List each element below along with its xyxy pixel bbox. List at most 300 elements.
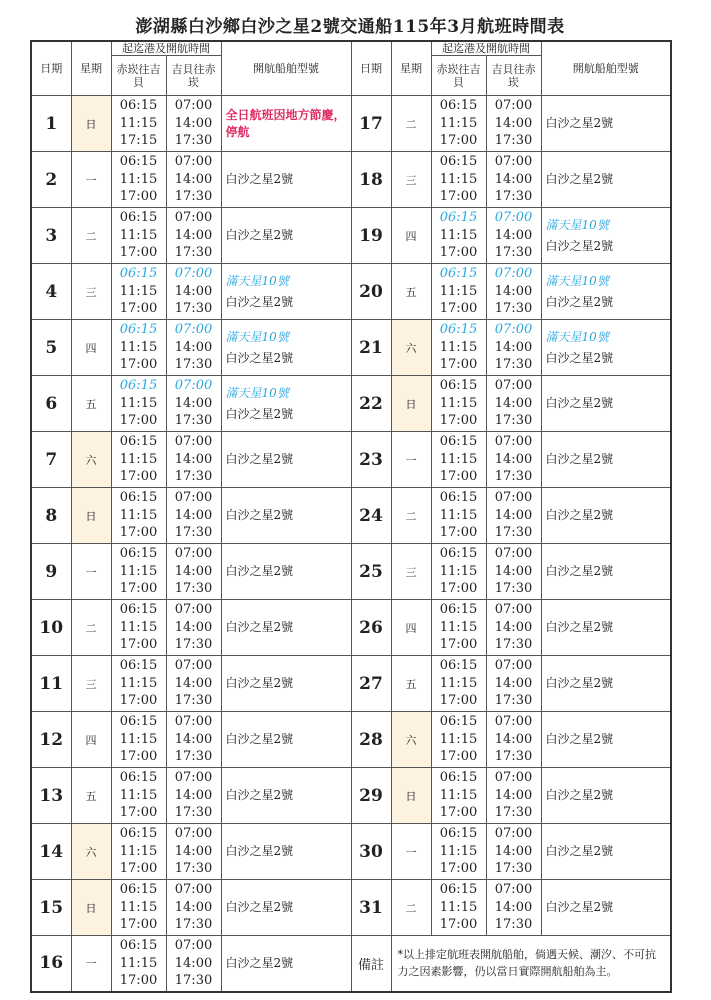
departure-time: 14:00	[174, 843, 213, 859]
departure-time: 06:15	[119, 714, 158, 730]
departure-time: 07:00	[494, 434, 533, 450]
departure-time: 07:00	[494, 658, 533, 674]
departure-time: 11:15	[119, 395, 158, 411]
ship-model	[541, 880, 671, 936]
departure-time: 17:30	[174, 581, 213, 597]
ship-name: 白沙之星2號	[545, 900, 614, 914]
departure-time: 17:00	[119, 749, 158, 765]
ship-name: 白沙之星2號	[225, 788, 294, 802]
departures-chikan-to-jibei	[431, 320, 486, 376]
departure-time: 17:00	[439, 245, 478, 261]
departure-time: 07:00	[174, 826, 213, 842]
departures-chikan-to-jibei	[111, 880, 166, 936]
ship-model	[541, 768, 671, 824]
ship-model	[221, 880, 351, 936]
departure-time: 17:00	[119, 357, 158, 373]
departures-chikan-to-jibei	[111, 824, 166, 880]
departures-chikan-to-jibei	[431, 824, 486, 880]
departure-time: 17:30	[494, 357, 533, 373]
departure-time: 17:30	[174, 469, 213, 485]
departures-chikan-to-jibei	[431, 432, 486, 488]
departure-time: 14:00	[494, 899, 533, 915]
day-date: 19	[351, 208, 391, 264]
departure-time: 17:00	[439, 693, 478, 709]
header-ship-left: 開航船舶型號	[221, 41, 351, 96]
ship-model	[541, 264, 671, 320]
schedule-row	[31, 712, 671, 768]
departure-time: 07:00	[174, 210, 213, 226]
day-weekday: 四	[391, 600, 431, 656]
departure-time: 07:00	[174, 154, 213, 170]
departure-time: 11:15	[119, 227, 158, 243]
departure-time: 14:00	[174, 171, 213, 187]
day-date: 20	[351, 264, 391, 320]
ship-model	[541, 152, 671, 208]
departure-time: 14:00	[174, 787, 213, 803]
day-weekday: 六	[71, 824, 111, 880]
departure-time: 06:15	[119, 770, 158, 786]
departure-time: 06:15	[439, 322, 478, 338]
departure-time: 17:30	[494, 693, 533, 709]
departure-time: 11:15	[119, 563, 158, 579]
schedule-row	[31, 152, 671, 208]
departure-time: 17:00	[119, 469, 158, 485]
departures-jibei-to-chikan	[486, 264, 541, 320]
departure-time: 17:00	[119, 861, 158, 877]
departures-chikan-to-jibei	[111, 936, 166, 992]
ship-name: 白沙之星2號	[225, 294, 294, 309]
schedule-row	[31, 600, 671, 656]
ship-name: 白沙之星2號	[225, 406, 294, 421]
departure-time: 14:00	[174, 731, 213, 747]
ship-model	[541, 544, 671, 600]
notes-label: 備註	[351, 936, 391, 992]
ship-model	[221, 600, 351, 656]
departure-time: 07:00	[174, 770, 213, 786]
departure-time: 17:00	[439, 525, 478, 541]
departures-chikan-to-jibei	[111, 376, 166, 432]
departure-time: 17:30	[174, 693, 213, 709]
departure-time: 17:30	[174, 805, 213, 821]
departure-time: 11:15	[439, 787, 478, 803]
departure-time: 07:00	[174, 546, 213, 562]
departure-time: 11:15	[439, 899, 478, 915]
day-date: 4	[31, 264, 71, 320]
ship-model	[221, 432, 351, 488]
departure-time: 11:15	[119, 171, 158, 187]
departure-time: 11:15	[439, 843, 478, 859]
departure-time: 17:30	[174, 189, 213, 205]
day-weekday: 一	[71, 936, 111, 992]
day-weekday: 日	[71, 880, 111, 936]
departure-time: 06:15	[119, 490, 158, 506]
day-date: 11	[31, 656, 71, 712]
departure-time: 11:15	[439, 339, 478, 355]
header-port-group-right: 起迄港及開航時間	[431, 41, 541, 56]
departure-time: 06:15	[119, 322, 158, 338]
ship-name: 全日航班因地方節慶，停航	[225, 107, 346, 139]
departure-time: 11:15	[119, 731, 158, 747]
day-date: 26	[351, 600, 391, 656]
departures-jibei-to-chikan	[486, 488, 541, 544]
departure-time: 14:00	[174, 339, 213, 355]
departure-time: 14:00	[494, 115, 533, 131]
departures-jibei-to-chikan	[486, 600, 541, 656]
departure-time: 07:00	[174, 434, 213, 450]
departure-time: 06:15	[439, 546, 478, 562]
ship-name: 白沙之星2號	[225, 172, 294, 186]
departure-time: 17:00	[439, 357, 478, 373]
departure-time: 14:00	[494, 451, 533, 467]
departures-jibei-to-chikan	[166, 320, 221, 376]
departure-time: 17:30	[494, 189, 533, 205]
departure-time: 17:00	[119, 693, 158, 709]
departure-time: 17:00	[119, 245, 158, 261]
departures-jibei-to-chikan	[166, 656, 221, 712]
departure-time: 17:30	[174, 301, 213, 317]
ship-model	[221, 264, 351, 320]
departures-chikan-to-jibei	[431, 264, 486, 320]
departures-jibei-to-chikan	[166, 432, 221, 488]
departure-time: 17:00	[119, 637, 158, 653]
departures-jibei-to-chikan	[486, 880, 541, 936]
schedule-row	[31, 544, 671, 600]
departure-time: 17:30	[174, 973, 213, 988]
departure-time: 17:15	[119, 133, 158, 149]
departure-time: 06:15	[439, 378, 478, 394]
day-weekday: 二	[391, 96, 431, 152]
departures-jibei-to-chikan	[166, 264, 221, 320]
day-weekday: 三	[71, 264, 111, 320]
departures-chikan-to-jibei	[111, 432, 166, 488]
header-ship-right: 開航船舶型號	[541, 41, 671, 96]
day-date: 3	[31, 208, 71, 264]
ship-name: 白沙之星2號	[545, 676, 614, 690]
departure-time: 14:00	[174, 395, 213, 411]
departure-time: 11:15	[439, 115, 478, 131]
departure-time: 11:15	[119, 339, 158, 355]
departures-jibei-to-chikan	[486, 544, 541, 600]
day-weekday: 日	[71, 488, 111, 544]
departure-time: 11:15	[439, 451, 478, 467]
ship-name: 白沙之星2號	[545, 788, 614, 802]
departures-chikan-to-jibei	[431, 544, 486, 600]
departure-time: 14:00	[174, 115, 213, 131]
departure-time: 17:00	[439, 581, 478, 597]
departure-time: 07:00	[494, 714, 533, 730]
ship-name: 白沙之星2號	[545, 844, 614, 858]
ship-name: 白沙之星2號	[225, 676, 294, 690]
departures-jibei-to-chikan	[166, 936, 221, 992]
departure-time: 07:00	[494, 210, 533, 226]
header-weekday-right: 星期	[391, 41, 431, 96]
day-weekday: 日	[71, 96, 111, 152]
departure-time: 17:30	[174, 749, 213, 765]
ship-name: 滿天星10號	[225, 385, 289, 400]
departure-time: 07:00	[174, 378, 213, 394]
day-date: 27	[351, 656, 391, 712]
departure-time: 17:30	[174, 525, 213, 541]
departure-time: 17:00	[119, 973, 158, 988]
departure-time: 07:00	[494, 98, 533, 114]
departure-time: 17:30	[494, 245, 533, 261]
departures-chikan-to-jibei	[431, 656, 486, 712]
ship-model	[221, 544, 351, 600]
departure-time: 06:15	[439, 98, 478, 114]
departure-time: 14:00	[494, 843, 533, 859]
day-date: 22	[351, 376, 391, 432]
departures-chikan-to-jibei	[111, 488, 166, 544]
departure-time: 06:15	[119, 826, 158, 842]
departure-time: 07:00	[174, 938, 213, 953]
departure-time: 11:15	[439, 563, 478, 579]
departure-time: 17:00	[439, 413, 478, 429]
departure-time: 07:00	[494, 378, 533, 394]
schedule-row	[31, 488, 671, 544]
departure-time: 07:00	[494, 266, 533, 282]
departure-time: 06:15	[119, 658, 158, 674]
departure-time: 17:00	[439, 749, 478, 765]
ship-name: 白沙之星2號	[545, 564, 614, 578]
departure-time: 07:00	[494, 546, 533, 562]
departures-jibei-to-chikan	[486, 96, 541, 152]
notes-text: *以上排定航班表開航船舶，倘遇天候、潮汐、不可抗力之因素影響，仍以當日實際開航船舶為主。	[391, 936, 671, 992]
departure-time: 14:00	[494, 395, 533, 411]
departures-chikan-to-jibei	[431, 96, 486, 152]
departures-chikan-to-jibei	[431, 768, 486, 824]
day-date: 14	[31, 824, 71, 880]
departure-time: 06:15	[119, 98, 158, 114]
departure-time: 07:00	[174, 266, 213, 282]
ship-name: 白沙之星2號	[545, 350, 614, 365]
departure-time: 07:00	[174, 658, 213, 674]
departures-chikan-to-jibei	[431, 880, 486, 936]
day-date: 6	[31, 376, 71, 432]
schedule-row	[31, 768, 671, 824]
day-weekday: 日	[391, 376, 431, 432]
departure-time: 06:15	[119, 882, 158, 898]
departure-time: 14:00	[494, 171, 533, 187]
departures-chikan-to-jibei	[111, 320, 166, 376]
day-date: 25	[351, 544, 391, 600]
day-weekday: 一	[71, 544, 111, 600]
departure-time: 07:00	[494, 826, 533, 842]
departure-time: 17:30	[174, 413, 213, 429]
departures-chikan-to-jibei	[111, 656, 166, 712]
departure-time: 17:30	[494, 525, 533, 541]
departures-chikan-to-jibei	[111, 712, 166, 768]
day-date: 23	[351, 432, 391, 488]
departure-time: 17:30	[174, 245, 213, 261]
departures-jibei-to-chikan	[486, 712, 541, 768]
day-weekday: 五	[71, 376, 111, 432]
departures-chikan-to-jibei	[431, 208, 486, 264]
day-date: 29	[351, 768, 391, 824]
departures-jibei-to-chikan	[166, 768, 221, 824]
day-weekday: 日	[391, 768, 431, 824]
departure-time: 11:15	[119, 451, 158, 467]
day-date: 8	[31, 488, 71, 544]
departure-time: 06:15	[119, 602, 158, 618]
departure-time: 17:30	[494, 581, 533, 597]
departure-time: 17:30	[494, 133, 533, 149]
ship-name: 白沙之星2號	[225, 900, 294, 914]
departure-time: 07:00	[174, 322, 213, 338]
departures-chikan-to-jibei	[111, 264, 166, 320]
departure-time: 14:00	[494, 787, 533, 803]
departure-time: 07:00	[494, 490, 533, 506]
day-date: 13	[31, 768, 71, 824]
ship-name: 白沙之星2號	[225, 350, 294, 365]
day-date: 9	[31, 544, 71, 600]
day-weekday: 一	[391, 432, 431, 488]
ship-model	[221, 712, 351, 768]
departure-time: 17:00	[439, 917, 478, 933]
departure-time: 17:00	[119, 917, 158, 933]
departure-time: 14:00	[174, 675, 213, 691]
departure-time: 11:15	[119, 507, 158, 523]
departure-time: 06:15	[439, 714, 478, 730]
departure-time: 07:00	[174, 882, 213, 898]
departure-time: 17:30	[494, 749, 533, 765]
day-weekday: 五	[391, 264, 431, 320]
header-route-a-right: 赤崁往吉貝	[431, 56, 486, 96]
ship-name: 滿天星10號	[225, 329, 289, 344]
schedule-sheet	[30, 14, 670, 993]
departure-time: 06:15	[119, 938, 158, 953]
departure-time: 14:00	[174, 507, 213, 523]
departure-time: 17:00	[119, 805, 158, 821]
departure-time: 17:30	[494, 805, 533, 821]
departure-time: 06:15	[439, 490, 478, 506]
departure-time: 14:00	[174, 619, 213, 635]
schedule-row	[31, 936, 671, 992]
ship-name: 白沙之星2號	[545, 508, 614, 522]
page-title: 澎湖縣白沙鄉白沙之星2號交通船115年3月航班時間表	[135, 17, 565, 37]
header-route-b-right: 吉貝往赤崁	[486, 56, 541, 96]
departure-time: 17:00	[119, 525, 158, 541]
day-weekday: 三	[391, 152, 431, 208]
ship-name: 滿天星10號	[545, 217, 609, 232]
departure-time: 14:00	[494, 227, 533, 243]
ship-model	[541, 320, 671, 376]
departure-time: 06:15	[119, 434, 158, 450]
departures-jibei-to-chikan	[486, 152, 541, 208]
day-weekday: 六	[391, 712, 431, 768]
day-date: 16	[31, 936, 71, 992]
ship-model	[221, 152, 351, 208]
departure-time: 06:15	[439, 434, 478, 450]
departure-time: 17:30	[494, 861, 533, 877]
departure-time: 17:30	[494, 637, 533, 653]
departures-chikan-to-jibei	[111, 96, 166, 152]
ship-name: 白沙之星2號	[225, 508, 294, 522]
departure-time: 11:15	[439, 731, 478, 747]
departure-time: 17:00	[119, 301, 158, 317]
ship-name: 白沙之星2號	[545, 396, 614, 410]
departures-jibei-to-chikan	[166, 488, 221, 544]
day-date: 15	[31, 880, 71, 936]
day-weekday: 四	[71, 320, 111, 376]
ship-model	[221, 320, 351, 376]
header-port-group-left: 起迄港及開航時間	[111, 41, 221, 56]
departure-time: 06:15	[439, 602, 478, 618]
day-date: 17	[351, 96, 391, 152]
header-date-right: 日期	[351, 41, 391, 96]
schedule-row	[31, 880, 671, 936]
ship-name: 白沙之星2號	[545, 620, 614, 634]
departure-time: 14:00	[174, 899, 213, 915]
day-weekday: 三	[391, 544, 431, 600]
departure-time: 11:15	[119, 955, 158, 971]
departures-jibei-to-chikan	[166, 824, 221, 880]
day-date: 21	[351, 320, 391, 376]
departures-chikan-to-jibei	[431, 488, 486, 544]
departure-time: 14:00	[494, 507, 533, 523]
departure-time: 11:15	[439, 619, 478, 635]
day-date: 12	[31, 712, 71, 768]
departures-jibei-to-chikan	[486, 208, 541, 264]
departure-time: 06:15	[439, 770, 478, 786]
departures-chikan-to-jibei	[111, 768, 166, 824]
header-row-1	[31, 41, 671, 56]
day-date: 24	[351, 488, 391, 544]
ship-model	[221, 936, 351, 992]
day-weekday: 二	[71, 600, 111, 656]
day-weekday: 一	[71, 152, 111, 208]
ship-name: 白沙之星2號	[545, 116, 614, 130]
departure-time: 07:00	[494, 154, 533, 170]
departures-chikan-to-jibei	[111, 544, 166, 600]
departures-jibei-to-chikan	[166, 208, 221, 264]
ship-model	[541, 208, 671, 264]
departure-time: 07:00	[494, 322, 533, 338]
schedule-row	[31, 432, 671, 488]
departure-time: 17:00	[119, 413, 158, 429]
departure-time: 07:00	[494, 602, 533, 618]
day-weekday: 二	[71, 208, 111, 264]
departure-time: 17:30	[174, 357, 213, 373]
ship-model	[541, 600, 671, 656]
departures-jibei-to-chikan	[486, 320, 541, 376]
departure-time: 14:00	[174, 955, 213, 971]
departure-time: 17:00	[439, 637, 478, 653]
day-date: 2	[31, 152, 71, 208]
departure-time: 17:30	[174, 917, 213, 933]
departures-jibei-to-chikan	[166, 712, 221, 768]
departure-time: 17:30	[494, 917, 533, 933]
departure-time: 17:00	[439, 469, 478, 485]
ship-name: 滿天星10號	[545, 329, 609, 344]
departure-time: 07:00	[174, 714, 213, 730]
ship-model	[221, 376, 351, 432]
day-weekday: 二	[391, 880, 431, 936]
departure-time: 11:15	[119, 787, 158, 803]
departure-time: 06:15	[439, 882, 478, 898]
ship-name: 白沙之星2號	[225, 564, 294, 578]
day-weekday: 三	[71, 656, 111, 712]
departure-time: 17:30	[494, 469, 533, 485]
ship-name: 滿天星10號	[225, 273, 289, 288]
departure-time: 17:00	[119, 581, 158, 597]
ship-model	[541, 432, 671, 488]
ship-name: 白沙之星2號	[225, 452, 294, 466]
ship-model	[541, 712, 671, 768]
ship-model	[541, 376, 671, 432]
departures-jibei-to-chikan	[486, 824, 541, 880]
ship-model	[541, 96, 671, 152]
departure-time: 17:30	[494, 413, 533, 429]
